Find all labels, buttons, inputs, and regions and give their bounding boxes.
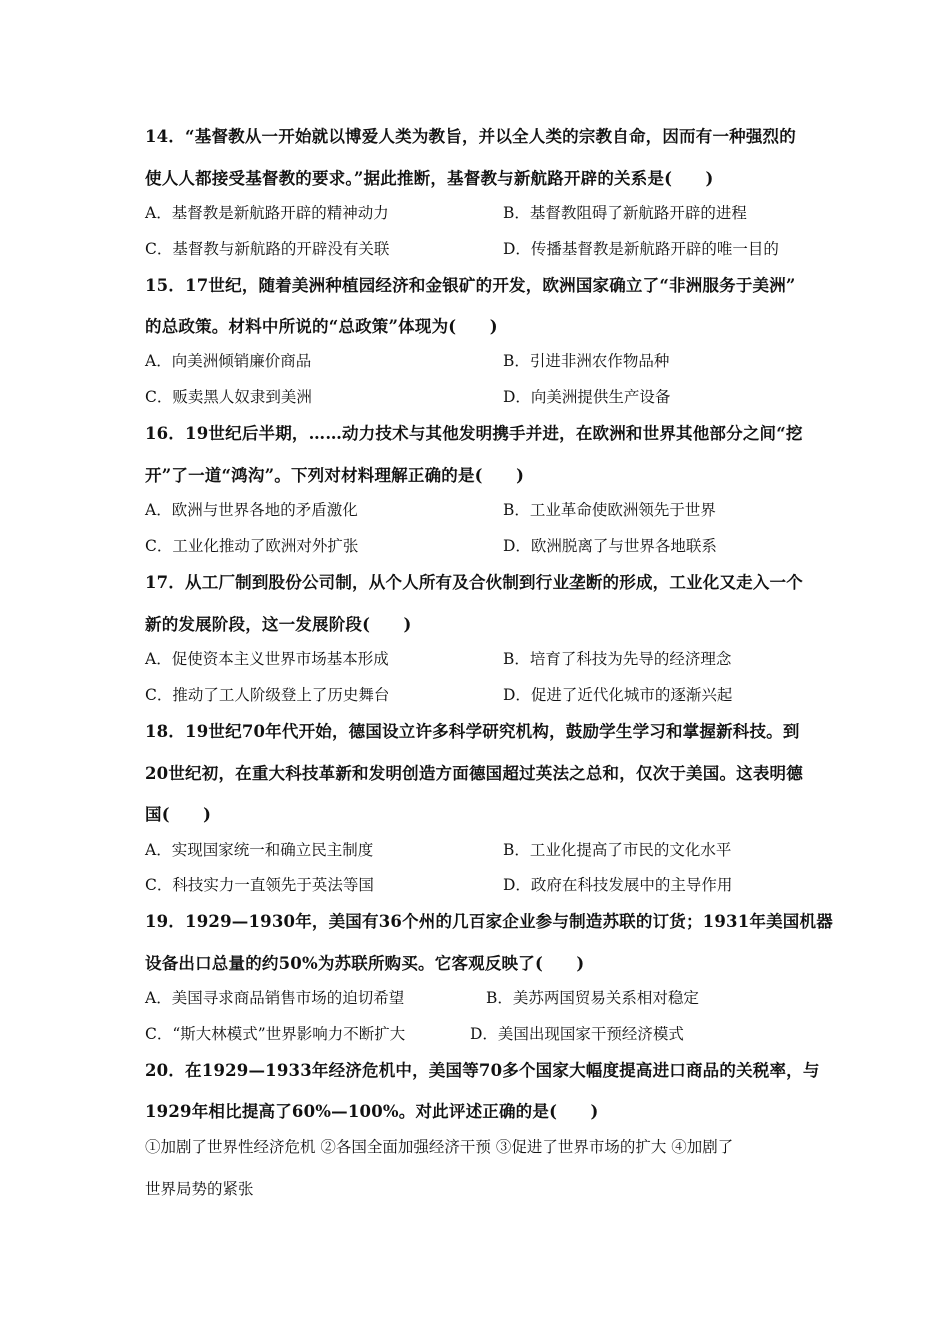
question-17-option-c: C．推动了工人阶级登上了历史舞台: [145, 686, 390, 704]
question-19-option-d: D．美国出现国家干预经济模式: [470, 1025, 684, 1043]
question-14-option-c: C．基督教与新航路的开辟没有关联: [145, 240, 390, 258]
question-17-option-b: B．培育了科技为先导的经济理念: [503, 650, 732, 668]
question-14-option-a: A．基督教是新航路开辟的精神动力: [145, 204, 389, 222]
question-20-statements-line-2: 世界局势的紧张: [145, 1180, 254, 1198]
question-20-statements-line-1: ①加剧了世界性经济危机 ②各国全面加强经济干预 ③促进了世界市场的扩大 ④加剧了: [145, 1138, 734, 1156]
question-18-stem-line-2: 20世纪初，在重大科技革新和发明创造方面德国超过英法之总和，仅次于美国。这表明德: [145, 764, 803, 783]
question-14-option-d: D．传播基督教是新航路开辟的唯一目的: [503, 240, 779, 258]
question-18-stem-line-3: 国( ): [145, 805, 212, 824]
question-15-option-b: B．引进非洲农作物品种: [503, 352, 670, 370]
question-15-stem-line-2: 的总政策。材料中所说的“总政策”体现为( ): [145, 317, 498, 336]
question-16-option-a: A．欧洲与世界各地的矛盾激化: [145, 501, 358, 519]
question-20-stem-line-2: 1929年相比提高了60%—100%。对此评述正确的是( ): [145, 1102, 599, 1121]
question-18-option-d: D．政府在科技发展中的主导作用: [503, 876, 733, 894]
question-19-stem-line-2: 设备出口总量的约50%为苏联所购买。它客观反映了( ): [145, 954, 585, 973]
question-15-option-d: D．向美洲提供生产设备: [503, 388, 671, 406]
question-15-stem-line-1: 15．17世纪，随着美洲种植园经济和金银矿的开发，欧洲国家确立了“非洲服务于美洲”: [145, 276, 796, 295]
question-17-option-d: D．促进了近代化城市的逐渐兴起: [503, 686, 733, 704]
question-19-option-b: B．美苏两国贸易关系相对稳定: [486, 989, 699, 1007]
question-18-option-b: B．工业化提高了市民的文化水平: [503, 841, 732, 859]
question-19-stem-line-1: 19．1929—1930年，美国有36个州的几百家企业参与制造苏联的订货；1931年美国机器: [145, 912, 833, 931]
question-16-option-d: D．欧洲脱离了与世界各地联系: [503, 537, 717, 555]
question-20-stem-line-1: 20．在1929—1933年经济危机中，美国等70多个国家大幅度提高进口商品的关税率，与: [145, 1061, 820, 1080]
question-17-stem-line-1: 17．从工厂制到股份公司制，从个人所有及合伙制到行业垄断的形成，工业化又走入一个: [145, 573, 803, 592]
question-14-option-b: B．基督教阻碍了新航路开辟的进程: [503, 204, 747, 222]
question-17-stem-line-2: 新的发展阶段，这一发展阶段( ): [145, 615, 412, 634]
question-18-option-a: A．实现国家统一和确立民主制度: [145, 841, 374, 859]
question-16-stem-line-1: 16．19世纪后半期，……动力技术与其他发明携手并进，在欧洲和世界其他部分之间“挖: [145, 424, 803, 443]
question-16-option-b: B．工业革命使欧洲领先于世界: [503, 501, 716, 519]
question-15-option-c: C．贩卖黑人奴隶到美洲: [145, 388, 312, 406]
question-16-option-c: C．工业化推动了欧洲对外扩张: [145, 537, 359, 555]
question-15-option-a: A．向美洲倾销廉价商品: [145, 352, 312, 370]
question-18-stem-line-1: 18．19世纪70年代开始，德国设立许多科学研究机构，鼓励学生学习和掌握新科技。到: [145, 722, 800, 741]
question-17-option-a: A．促使资本主义世界市场基本形成: [145, 650, 389, 668]
question-19-option-c: C．“斯大林模式”世界影响力不断扩大: [145, 1025, 406, 1043]
question-16-stem-line-2: 开”了一道“鸿沟”。下列对材料理解正确的是( ): [145, 466, 525, 485]
question-14-stem-line-1: 14．“基督教从一开始就以博爱人类为教旨，并以全人类的宗教自命，因而有一种强烈的: [145, 127, 796, 146]
question-19-option-a: A．美国寻求商品销售市场的迫切希望: [145, 989, 405, 1007]
question-14-stem-line-2: 使人人都接受基督教的要求。”据此推断，基督教与新航路开辟的关系是( ): [145, 169, 714, 188]
question-18-option-c: C．科技实力一直领先于英法等国: [145, 876, 374, 894]
